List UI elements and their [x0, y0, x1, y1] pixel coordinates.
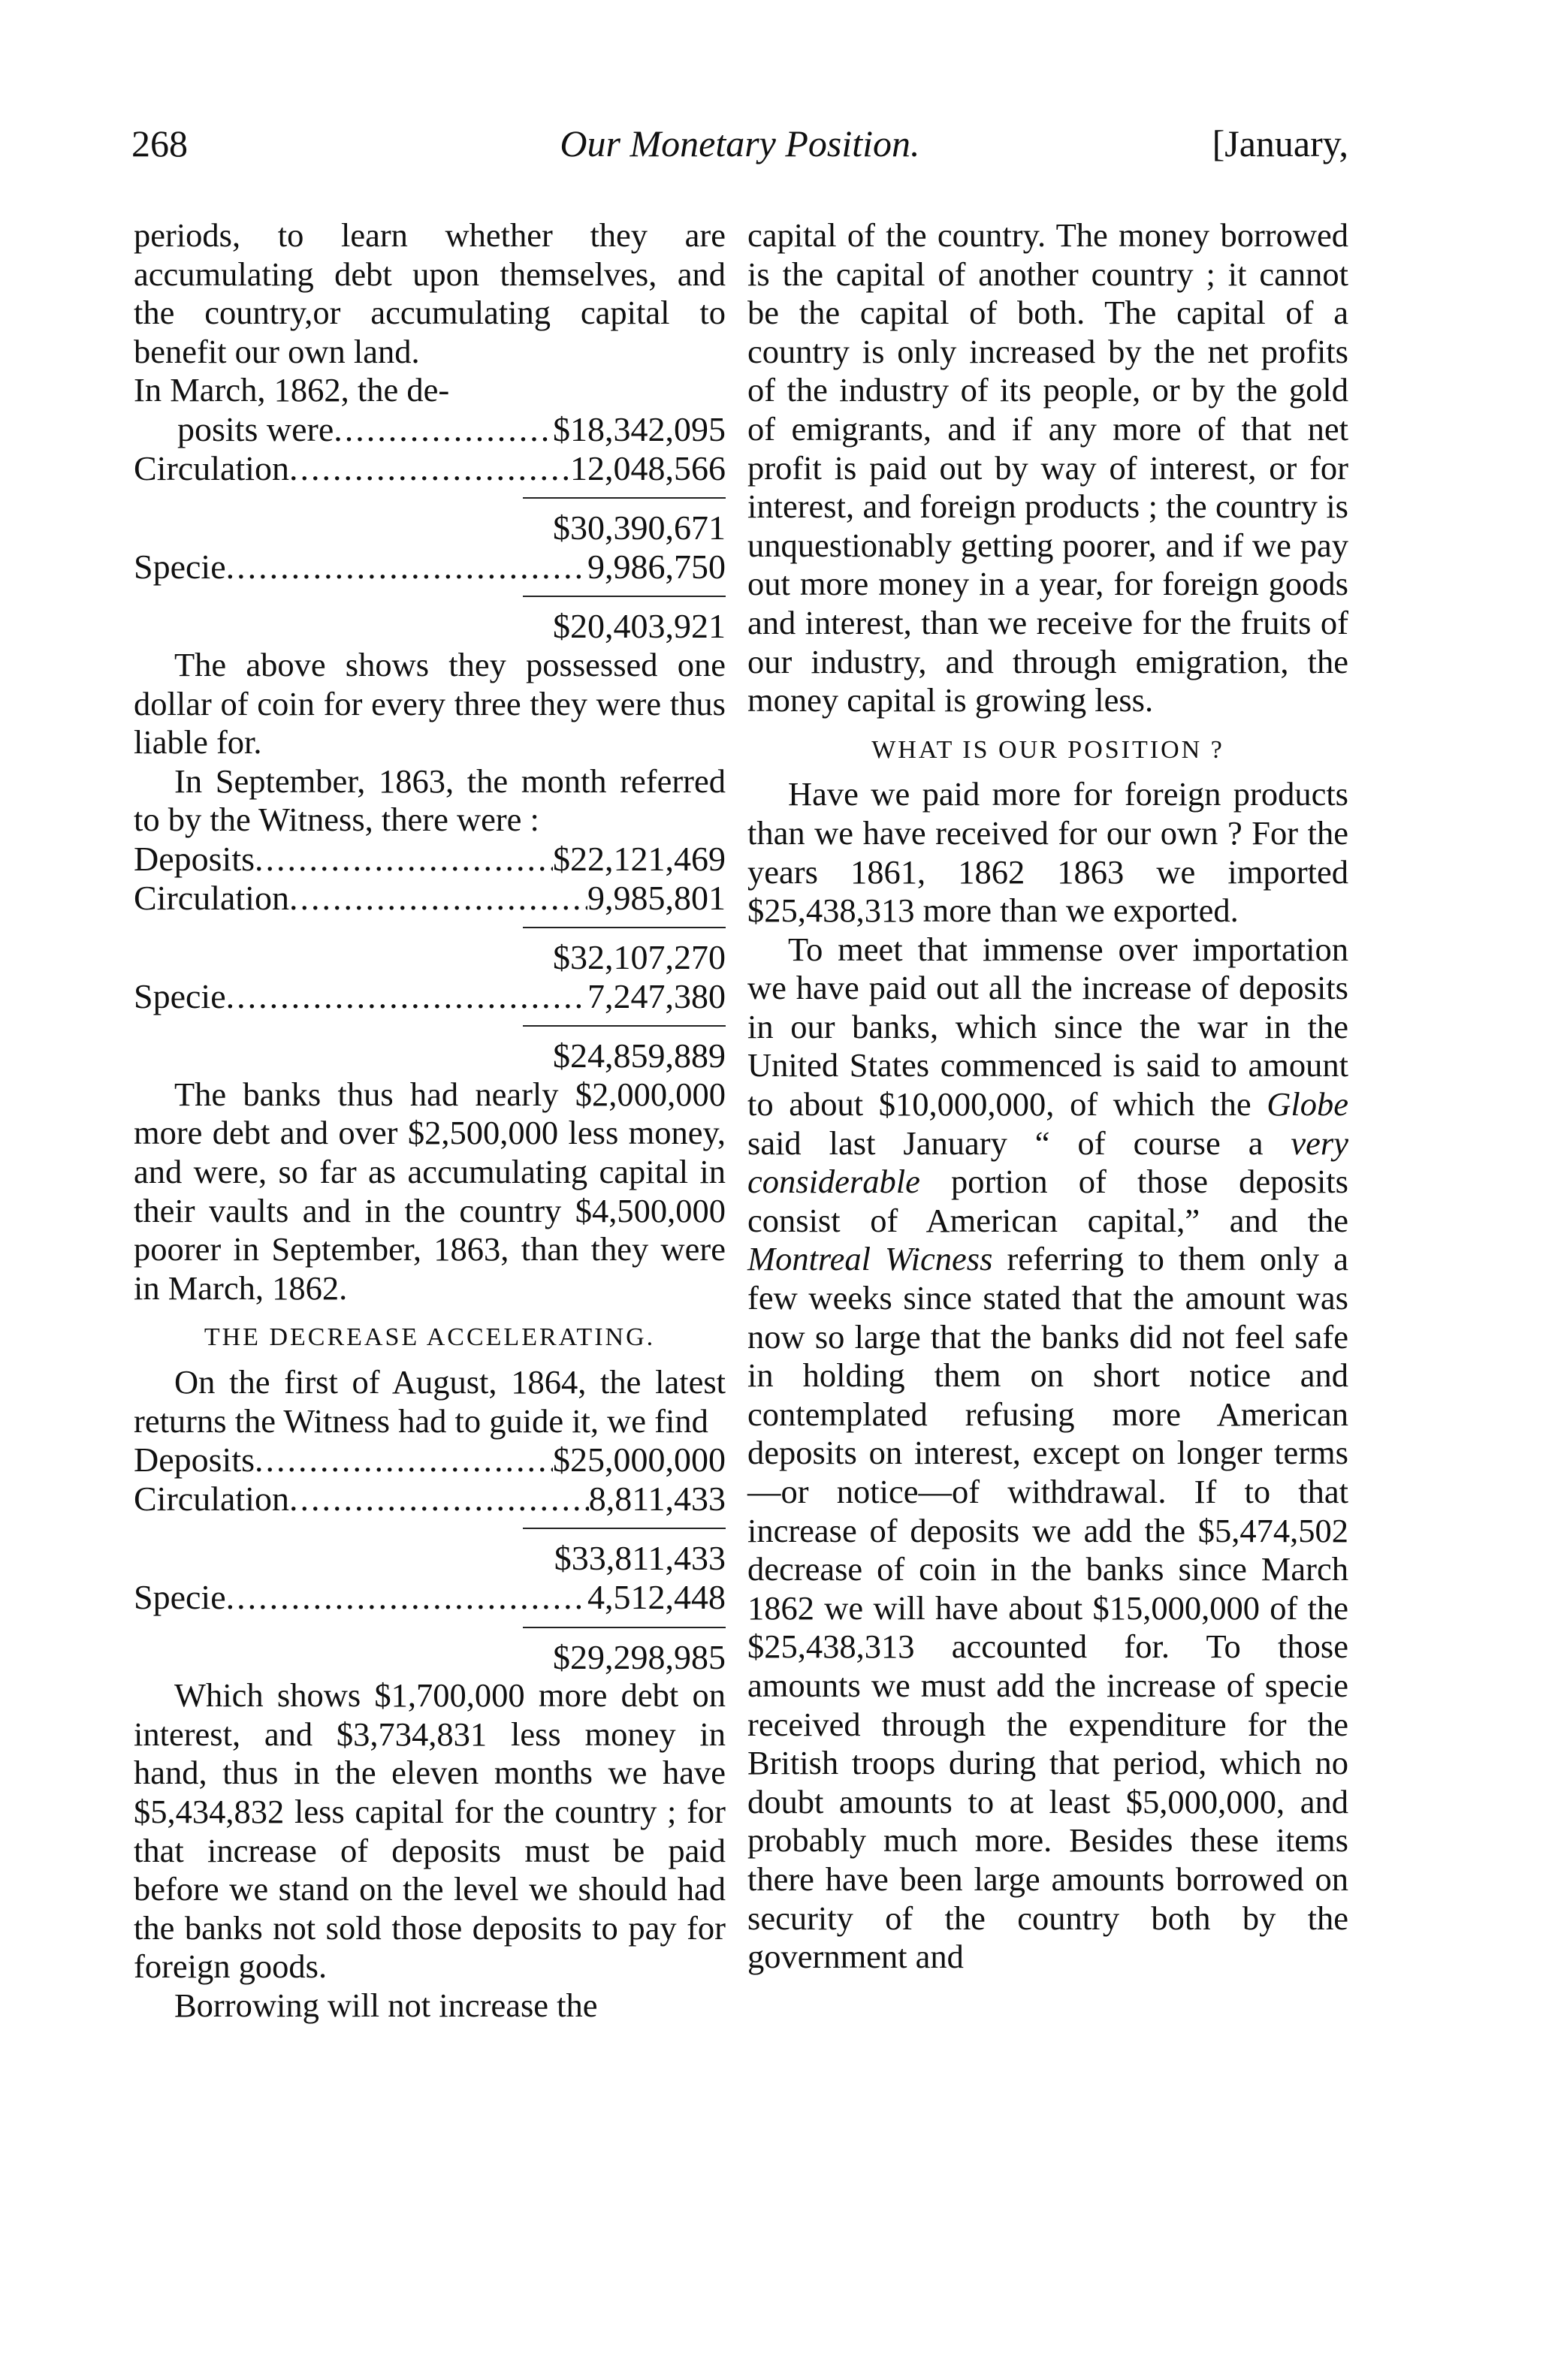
paragraph: periods, to learn whether they are accumulating debt upon themselves, and the country,or accumulating capital to benefit our own land. [134, 216, 726, 370]
ledger-total: $20,403,921 [553, 607, 726, 646]
page-number: 268 [131, 122, 188, 164]
paragraph: On the first of August, 1864, the latest returns the Witness had to guide it, we find [134, 1363, 726, 1440]
left-column [134, 216, 726, 2026]
ledger-row: Specie ..... 7,247,380 [134, 977, 726, 1016]
sum-rule [134, 586, 726, 607]
ledger-row: Deposits ..... $25,000,000 [134, 1440, 726, 1480]
ledger-total: $30,390,671 [553, 508, 726, 547]
sum-rule [134, 1617, 726, 1638]
italic-very: very considerable [747, 1124, 1348, 1201]
italic-globe: Globe [1267, 1085, 1348, 1124]
right-column [747, 216, 1348, 1977]
paragraph: Have we paid more for foreign products than we have received for our own ? For the years 1861, 1862 1863 we imported $25,438,313 more than we exported. [747, 775, 1348, 930]
ledger-total: $32,107,270 [553, 938, 726, 977]
sum-rule [134, 917, 726, 938]
ledger-total: $29,298,985 [553, 1637, 726, 1676]
ledger-row: Circulation ..... 12,048,566 [134, 449, 726, 488]
ledger-total: $24,859,889 [553, 1036, 726, 1075]
sum-rule [134, 1518, 726, 1539]
paragraph: Which shows $1,700,000 more debt on interest, and $3,734,831 less money in hand, thus in the eleven months we have $5,434,832 less capital for the country ; for that increase of deposits must be paid before we stand on the level we should had the banks not sold those deposits to pay for foreign goods. [134, 1676, 726, 1986]
ledger-row: Specie ..... 4,512,448 [134, 1578, 726, 1617]
paragraph: capital of the country. The money borrowed is the capital of another country ; it cannot be the capital of both. The capital of a country is only increased by the net profits of the industry of its people, or by the gold of emigrants, and if any more of that net profit is paid out by way of interest, or for interest, and foreign products ; the country is unquestionably getting poorer, and if we pay out more money in a year, for foreign goods and interest, than we receive for the fruits of our industry, and through emigration, the money capital is growing less. [747, 216, 1348, 719]
ledger-row: Specie ..... 9,986,750 [134, 547, 726, 587]
italic-montreal: Montreal Wicness [747, 1240, 993, 1278]
ledger-row: posits were ..... $18,342,095 [134, 410, 726, 449]
section-heading: THE DECREASE ACCELERATING. [204, 1323, 656, 1352]
ledger-row: Circulation ..... 8,811,433 [134, 1480, 726, 1519]
sum-rule [134, 487, 726, 508]
paragraph: In March, 1862, the de- [134, 371, 450, 409]
section-heading: WHAT IS OUR POSITION ? [871, 735, 1224, 764]
paragraph: To meet that immense over importation we have paid out all the increase of deposits in our banks, which since the war in the United States commenced is said to amount to about $10,000,000, of which the Globe said last January “ of course a very considerable portion of those deposits consist of American capital,” and the Montreal Wicness referring to them only a few weeks since stated that the amount was now so large that the banks did not feel safe in holding them on short notice and contemplated refusing more American deposits on interest, except on longer terms—or notice—of withdrawal. If to that increase of deposits we add the $5,474,502 decrease of coin in the banks since March 1862 we will have about $15,000,000 of the $25,438,313 accounted for. To those amounts we must add the increase of specie received through the expenditure for the British troops during that period, which no doubt amounts to at least $5,000,000, and probably much more. Besides these items there have been large amounts borrowed on security of the country both by the government and [747, 930, 1348, 1976]
paragraph: Borrowing will not increase the [174, 1986, 598, 2024]
paragraph: In September, 1863, the month referred to by the Witness, there were : [134, 762, 726, 839]
paragraph: The above shows they possessed one dollar of coin for every three they were thus liable for. [134, 645, 726, 762]
paragraph: The banks thus had nearly $2,000,000 more debt and over $2,500,000 less money, and were, so far as accumulating capital in their vaults and in the country $4,500,000 poorer in September, 1863, than they were in March, 1862. [134, 1075, 726, 1307]
running-title: Our Monetary Position. [560, 122, 920, 164]
ledger-row: Deposits ..... $22,121,469 [134, 840, 726, 879]
running-month: [January, [1212, 122, 1348, 164]
sum-rule [134, 1015, 726, 1036]
ledger-total: $33,811,433 [554, 1539, 726, 1578]
ledger-row: Circulation ..... 9,985,801 [134, 879, 726, 918]
running-header [131, 122, 1348, 174]
